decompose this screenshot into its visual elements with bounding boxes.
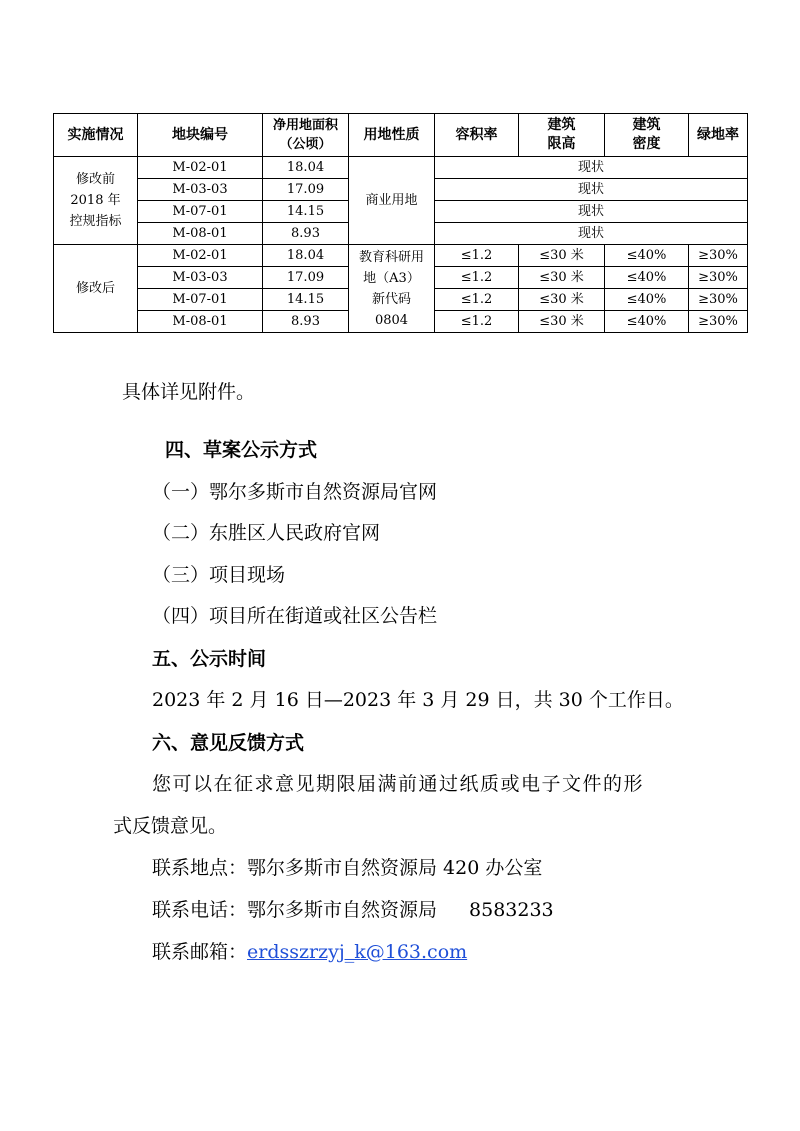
section6-title: 六、意见反馈方式 [152, 732, 305, 754]
table-row [54, 157, 748, 179]
density-cell: ≤40% [605, 311, 689, 333]
header-far: 容积率 [435, 114, 519, 157]
area-cell: 18.04 [263, 245, 349, 267]
status-cell: 现状 [435, 157, 748, 179]
section4-item-1: （一）鄂尔多斯市自然资源局官网 [152, 481, 438, 503]
after-land-use: 教育科研用地（A3）新代码 0804 [349, 245, 435, 333]
status-cell: 现状 [435, 179, 748, 201]
header-density: 建筑密度 [605, 114, 689, 157]
far-cell: ≤1.2 [435, 311, 519, 333]
section6-text-line2: 式反馈意见。 [113, 815, 228, 837]
section6-text-line1: 您可以在征求意见期限届满前通过纸质或电子文件的形 [152, 773, 645, 795]
block-cell: M-07-01 [138, 289, 263, 311]
block-cell: M-03-03 [138, 267, 263, 289]
header-net-area: 净用地面积（公顷） [263, 114, 349, 157]
contact-phone-number: 8583233 [469, 899, 554, 921]
area-cell: 17.09 [263, 267, 349, 289]
section4-item-2: （二）东胜区人民政府官网 [152, 522, 381, 544]
green-cell: ≥30% [689, 245, 748, 267]
far-cell: ≤1.2 [435, 245, 519, 267]
section5-text: 2023 年 2 月 16 日—2023 年 3 月 29 日，共 30 个工作日。 [152, 689, 684, 711]
contact-address-label: 联系地点： [152, 857, 248, 879]
block-cell: M-02-01 [138, 245, 263, 267]
header-green: 绿地率 [689, 114, 748, 157]
status-cell: 现状 [435, 223, 748, 245]
header-situation: 实施情况 [54, 114, 138, 157]
section4-item-4: （四）项目所在街道或社区公告栏 [152, 605, 438, 627]
contact-phone [152, 898, 554, 922]
area-cell: 18.04 [263, 157, 349, 179]
height-cell: ≤30 米 [519, 289, 605, 311]
header-height: 建筑限高 [519, 114, 605, 157]
area-cell: 17.09 [263, 179, 349, 201]
header-block-no: 地块编号 [138, 114, 263, 157]
block-cell: M-08-01 [138, 223, 263, 245]
section4-item-3: （三）项目现场 [152, 564, 286, 586]
height-cell: ≤30 米 [519, 311, 605, 333]
density-cell: ≤40% [605, 245, 689, 267]
contact-address-value: 鄂尔多斯市自然资源局 420 办公室 [247, 857, 543, 879]
green-cell: ≥30% [689, 267, 748, 289]
block-cell: M-02-01 [138, 157, 263, 179]
detail-note: 具体详见附件。 [122, 381, 256, 403]
status-cell: 现状 [435, 201, 748, 223]
block-cell: M-08-01 [138, 311, 263, 333]
area-cell: 8.93 [263, 223, 349, 245]
area-cell: 14.15 [263, 289, 349, 311]
density-cell: ≤40% [605, 267, 689, 289]
section5-title: 五、公示时间 [152, 648, 267, 670]
far-cell: ≤1.2 [435, 267, 519, 289]
contact-address [152, 856, 542, 880]
green-cell: ≥30% [689, 311, 748, 333]
contact-email-link[interactable]: erdsszrzyj_k@163.com [247, 941, 468, 963]
area-cell: 8.93 [263, 311, 349, 333]
contact-phone-label: 联系电话： [152, 899, 248, 921]
header-land-use: 用地性质 [349, 114, 435, 157]
table-header-row [54, 114, 748, 157]
before-land-use: 商业用地 [349, 157, 435, 245]
density-cell: ≤40% [605, 289, 689, 311]
contact-email [152, 940, 467, 964]
contact-phone-org: 鄂尔多斯市自然资源局 [247, 899, 438, 921]
section4-title: 四、草案公示方式 [165, 439, 318, 461]
after-label: 修改后 [54, 245, 138, 333]
area-cell: 14.15 [263, 201, 349, 223]
before-label: 修改前 2018 年控规指标 [54, 157, 138, 245]
far-cell: ≤1.2 [435, 289, 519, 311]
green-cell: ≥30% [689, 289, 748, 311]
contact-email-label: 联系邮箱： [152, 941, 248, 963]
block-cell: M-07-01 [138, 201, 263, 223]
block-cell: M-03-03 [138, 179, 263, 201]
land-use-table [53, 113, 748, 333]
height-cell: ≤30 米 [519, 267, 605, 289]
height-cell: ≤30 米 [519, 245, 605, 267]
table-row [54, 245, 748, 267]
